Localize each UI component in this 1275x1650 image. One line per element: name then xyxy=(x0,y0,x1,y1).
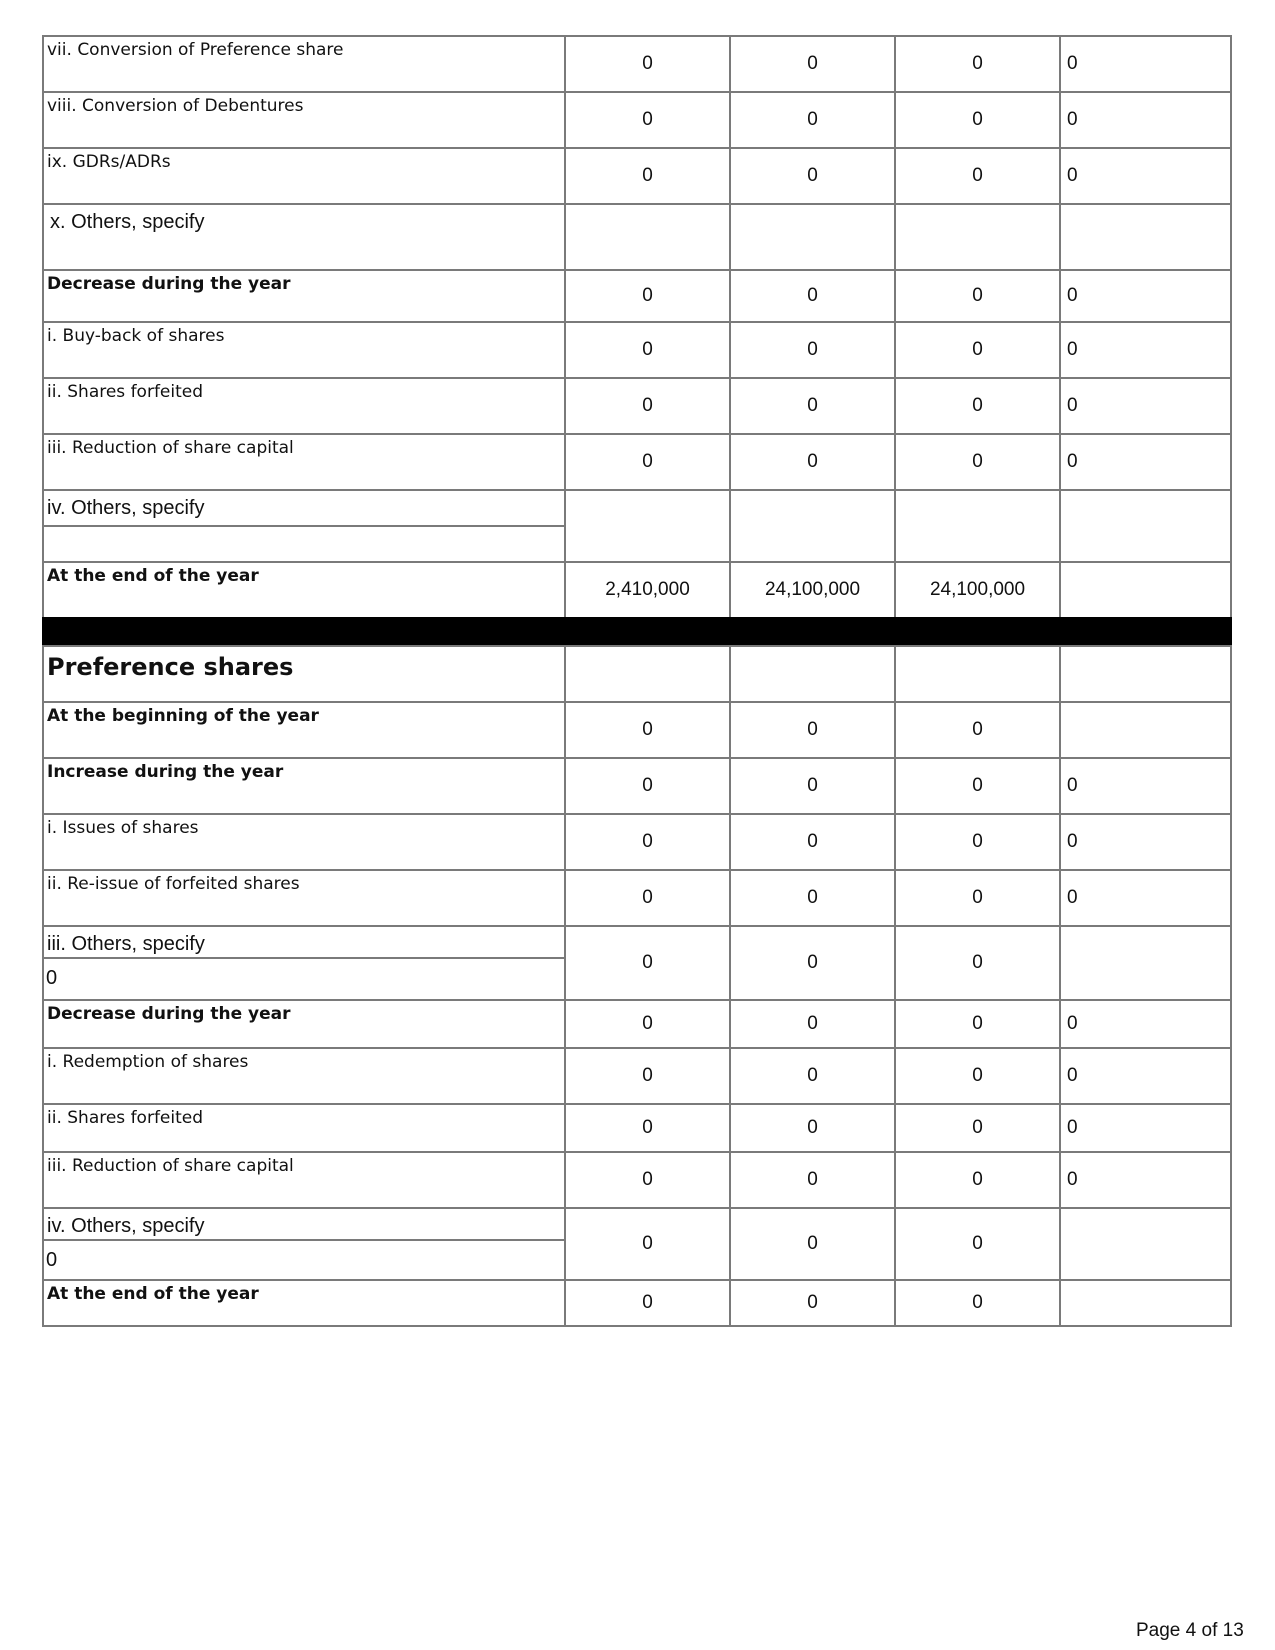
value-cell: 0 xyxy=(896,1049,1061,1103)
value-cell: 0 xyxy=(566,871,731,925)
specify-divider xyxy=(44,957,564,959)
row-label: x. Others, specify xyxy=(50,211,205,233)
row-label: i. Buy-back of shares xyxy=(47,326,225,346)
row-label: ii. Re-issue of forfeited shares xyxy=(47,874,300,894)
value-cell xyxy=(731,205,896,269)
row-label-cell xyxy=(42,149,566,203)
row-label: ii. Shares forfeited xyxy=(47,1108,204,1128)
specify-value: 0 xyxy=(46,1249,58,1271)
value-cell: 0 xyxy=(566,149,731,203)
row-label-cell xyxy=(42,563,566,617)
value-cell: 0 xyxy=(566,1209,731,1279)
table-row xyxy=(42,377,1232,433)
value-cell: 24,100,000 xyxy=(896,563,1061,617)
table-row xyxy=(42,701,1232,757)
row-label: At the end of the year xyxy=(47,1284,259,1304)
value-cell: 0 xyxy=(896,1105,1061,1151)
row-label: vii. Conversion of Preference share xyxy=(47,40,344,60)
value-cell: 0 xyxy=(731,323,896,377)
value-cell xyxy=(896,491,1061,561)
row-label-cell xyxy=(42,871,566,925)
row-label: i. Redemption of shares xyxy=(47,1052,249,1072)
value-cell: 0 xyxy=(896,1281,1061,1325)
row-label-cell xyxy=(42,1049,566,1103)
value-cell xyxy=(1061,563,1232,617)
table-row xyxy=(42,561,1232,617)
value-cell: 0 xyxy=(566,1153,731,1207)
value-cell: 0 xyxy=(731,435,896,489)
value-cell: 0 xyxy=(731,927,896,999)
value-cell: 0 xyxy=(896,37,1061,91)
table-row xyxy=(42,925,1232,999)
value-cell: 0 xyxy=(896,149,1061,203)
value-cell: 0 xyxy=(566,1105,731,1151)
value-cell: 0 xyxy=(566,37,731,91)
value-cell: 0 xyxy=(731,703,896,757)
value-cell: 0 xyxy=(566,1049,731,1103)
row-label: ix. GDRs/ADRs xyxy=(47,152,171,172)
value-cell: 0 xyxy=(896,93,1061,147)
row-label-cell xyxy=(42,491,566,561)
value-cell: 0 xyxy=(896,1001,1061,1047)
section-separator-bar xyxy=(42,617,1232,645)
row-label-cell xyxy=(42,703,566,757)
value-cell: 0 xyxy=(566,759,731,813)
row-label-cell xyxy=(42,1209,566,1279)
row-label: iii. Others, specify xyxy=(47,933,205,955)
value-cell: 0 xyxy=(896,815,1061,869)
value-cell xyxy=(566,491,731,561)
row-label-cell xyxy=(42,1153,566,1207)
value-cell: 0 xyxy=(896,703,1061,757)
value-cell: 0 xyxy=(566,379,731,433)
value-cell: 0 xyxy=(731,1209,896,1279)
value-cell: 0 xyxy=(1061,93,1232,147)
page-number: Page 4 of 13 xyxy=(1136,1620,1244,1641)
table-row xyxy=(42,869,1232,925)
value-cell: 0 xyxy=(1061,871,1232,925)
value-cell: 0 xyxy=(896,271,1061,321)
value-cell: 0 xyxy=(566,1281,731,1325)
row-label-cell xyxy=(42,927,566,999)
value-cell: 0 xyxy=(1061,815,1232,869)
value-cell: 0 xyxy=(566,815,731,869)
value-cell: 0 xyxy=(896,379,1061,433)
table-row xyxy=(42,1207,1232,1279)
value-cell: 0 xyxy=(731,1281,896,1325)
value-cell: 0 xyxy=(896,1153,1061,1207)
row-label-cell xyxy=(42,379,566,433)
value-cell: 0 xyxy=(731,93,896,147)
specify-value: 0 xyxy=(46,967,58,989)
row-label-cell xyxy=(42,815,566,869)
row-label-cell xyxy=(42,435,566,489)
value-cell: 0 xyxy=(1061,1105,1232,1151)
value-cell: 0 xyxy=(731,1049,896,1103)
value-cell xyxy=(1061,205,1232,269)
value-cell: 24,100,000 xyxy=(731,563,896,617)
row-label: At the end of the year xyxy=(47,566,259,586)
row-label-cell xyxy=(42,37,566,91)
table-row xyxy=(42,91,1232,147)
value-cell xyxy=(1061,1209,1232,1279)
row-label: iii. Reduction of share capital xyxy=(47,1156,294,1176)
table-row xyxy=(42,1279,1232,1327)
table-row xyxy=(42,1103,1232,1151)
value-cell: 0 xyxy=(896,435,1061,489)
table-row xyxy=(42,321,1232,377)
table-row xyxy=(42,147,1232,203)
row-label: Increase during the year xyxy=(47,762,284,782)
table-row xyxy=(42,757,1232,813)
share-capital-table xyxy=(42,35,1232,1327)
row-label-cell xyxy=(42,323,566,377)
value-cell: 0 xyxy=(1061,1001,1232,1047)
value-cell: 0 xyxy=(566,703,731,757)
row-label: iii. Reduction of share capital xyxy=(47,438,294,458)
row-label-cell xyxy=(42,647,566,701)
section-title: Preference shares xyxy=(47,653,294,681)
value-cell xyxy=(731,647,896,701)
table-row xyxy=(42,433,1232,489)
row-label-cell xyxy=(42,1105,566,1151)
value-cell: 0 xyxy=(1061,37,1232,91)
table-row xyxy=(42,269,1232,321)
value-cell: 0 xyxy=(566,435,731,489)
row-label: Decrease during the year xyxy=(47,274,291,294)
value-cell: 0 xyxy=(1061,271,1232,321)
table-row xyxy=(42,813,1232,869)
value-cell: 0 xyxy=(896,1209,1061,1279)
value-cell: 0 xyxy=(731,1001,896,1047)
value-cell: 0 xyxy=(1061,1153,1232,1207)
value-cell: 0 xyxy=(731,271,896,321)
value-cell: 0 xyxy=(566,323,731,377)
row-label: ii. Shares forfeited xyxy=(47,382,204,402)
section-header-row xyxy=(42,645,1232,701)
value-cell: 0 xyxy=(896,871,1061,925)
row-label-cell xyxy=(42,759,566,813)
value-cell: 0 xyxy=(566,93,731,147)
value-cell xyxy=(896,205,1061,269)
value-cell: 0 xyxy=(1061,379,1232,433)
table-row xyxy=(42,999,1232,1047)
table-row xyxy=(42,1151,1232,1207)
value-cell: 0 xyxy=(731,37,896,91)
table-row xyxy=(42,35,1232,91)
row-label: iv. Others, specify xyxy=(47,497,205,519)
value-cell: 0 xyxy=(731,871,896,925)
value-cell: 0 xyxy=(731,1105,896,1151)
value-cell xyxy=(566,647,731,701)
table-row xyxy=(42,1047,1232,1103)
value-cell: 0 xyxy=(896,927,1061,999)
row-label-cell xyxy=(42,271,566,321)
row-label-cell xyxy=(42,93,566,147)
row-label: Decrease during the year xyxy=(47,1004,291,1024)
value-cell: 0 xyxy=(566,1001,731,1047)
value-cell: 0 xyxy=(566,271,731,321)
table-row xyxy=(42,489,1232,561)
value-cell: 2,410,000 xyxy=(566,563,731,617)
value-cell: 0 xyxy=(1061,1049,1232,1103)
row-label: i. Issues of shares xyxy=(47,818,199,838)
value-cell: 0 xyxy=(1061,759,1232,813)
value-cell xyxy=(1061,1281,1232,1325)
value-cell: 0 xyxy=(1061,149,1232,203)
value-cell: 0 xyxy=(731,1153,896,1207)
row-label: At the beginning of the year xyxy=(47,706,319,726)
value-cell xyxy=(1061,703,1232,757)
row-label-cell xyxy=(42,205,566,269)
value-cell: 0 xyxy=(896,759,1061,813)
row-label-cell xyxy=(42,1001,566,1047)
value-cell xyxy=(896,647,1061,701)
value-cell xyxy=(1061,927,1232,999)
specify-divider xyxy=(44,1239,564,1241)
value-cell: 0 xyxy=(1061,323,1232,377)
value-cell: 0 xyxy=(566,927,731,999)
value-cell: 0 xyxy=(731,149,896,203)
value-cell: 0 xyxy=(731,759,896,813)
specify-divider xyxy=(44,525,564,527)
table-row xyxy=(42,203,1232,269)
row-label-cell xyxy=(42,1281,566,1325)
value-cell xyxy=(1061,491,1232,561)
value-cell: 0 xyxy=(1061,435,1232,489)
value-cell: 0 xyxy=(896,323,1061,377)
value-cell: 0 xyxy=(731,815,896,869)
value-cell xyxy=(566,205,731,269)
row-label: iv. Others, specify xyxy=(47,1215,205,1237)
value-cell: 0 xyxy=(731,379,896,433)
value-cell xyxy=(731,491,896,561)
value-cell xyxy=(1061,647,1232,701)
row-label: viii. Conversion of Debentures xyxy=(47,96,304,116)
